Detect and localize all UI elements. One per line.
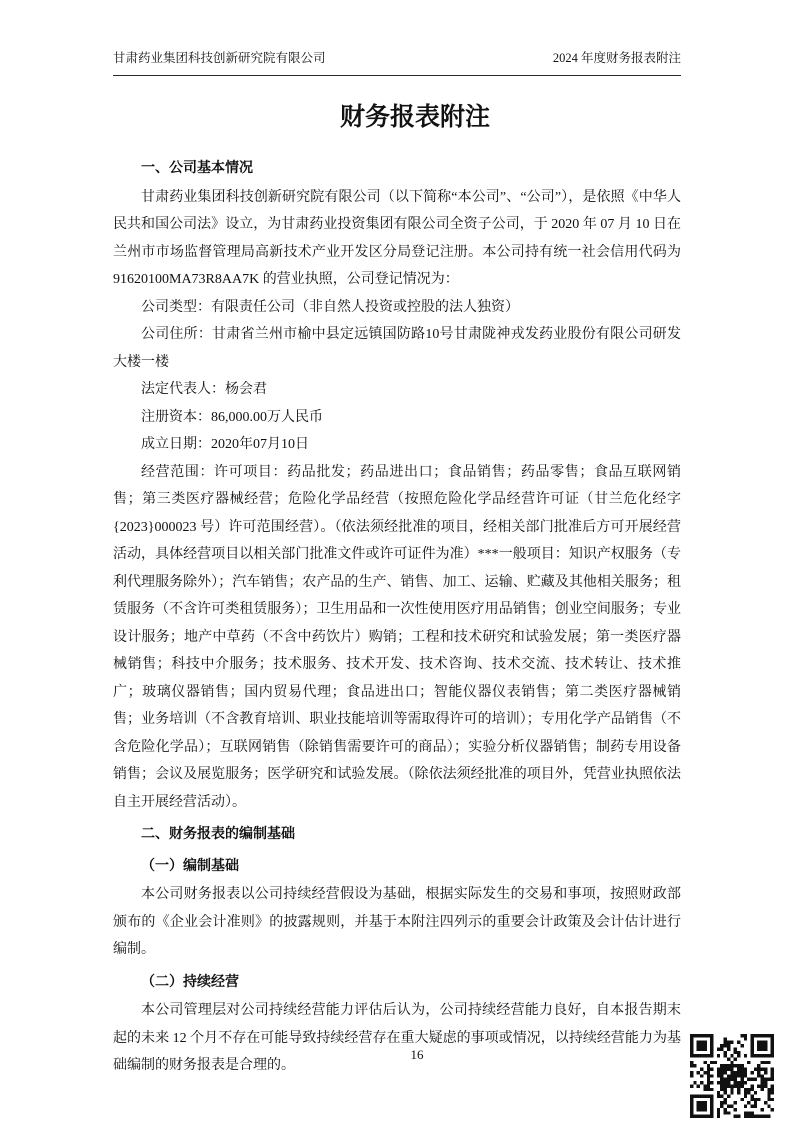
paragraph-going-concern: 本公司管理层对公司持续经营能力评估后认为，公司持续经营能力良好，自本报告期末起的未来 12 个月不存在可能导致持续经营存在重大疑虑的事项或情况，以持续经营能力为基础编制的财务报表是合理的。: [113, 1003, 681, 1073]
paragraph-company-address: 公司住所：甘肃省兰州市榆中县定远镇国防路10号甘肃陇神戎发药业股份有限公司研发大楼一楼: [113, 327, 681, 370]
header-report-title: 2024 年度财务报表附注: [552, 51, 681, 65]
paragraph-company-type: 公司类型：有限责任公司（非自然人投资或控股的法人独资）: [141, 299, 519, 315]
qr-code: [690, 1034, 774, 1118]
page-number: 16: [410, 1047, 424, 1062]
subsection-heading-basis: （一）编制基础: [141, 856, 239, 873]
document-title: 财务报表附注: [339, 104, 490, 131]
header-company-name: 甘肃药业集团科技创新研究院有限公司: [113, 51, 326, 65]
subsection-heading-going-concern: （二）持续经营: [141, 972, 239, 989]
section-heading-preparation-basis: 二、财务报表的编制基础: [141, 825, 295, 841]
paragraph-business-scope: 经营范围：许可项目：药品批发；药品进出口；食品销售；药品零售；食品互联网销售；第三类医疗器械经营；危险化学品经营（按照危险化学品经营许可证（甘兰危化经字{2023}000023 号）许可范围经营）。（依法须经批准的项目，经相关部门批准后方可开展经营活动，具体经营项目以相关部门批准文件或许可证件为准）***一般项目：知识产权服务（专利代理服务除外）；汽车销售；农产品的生产、销售、加工、运输、贮藏及其他相关服务；租赁服务（不含许可类租赁服务）；卫生用品和一次性使用医疗用品销售；创业空间服务；专业设计服务；地产中草药（不含中药饮片）购销；工程和技术研究和试验发展；第一类医疗器械销售；科技中介服务；技术服务、技术开发、技术咨询、技术交流、技术转让、技术推广；玻璃仪器销售；国内贸易代理；食品进出口；智能仪器仪表销售；第二类医疗器械销售；业务培训（不含教育培训、职业技能培训等需取得许可的培训）；专用化学产品销售（不含危险化学品）；互联网销售（除销售需要许可的商品）；实验分析仪器销售；制药专用设备销售；会议及展览服务；医学研究和试验发展。（除依法须经批准的项目外，凭营业执照依法自主开展经营活动）。: [113, 464, 681, 810]
paragraph-legal-representative: 法定代表人：杨会君: [141, 382, 267, 397]
page-header: [113, 50, 681, 76]
paragraph-basis: 本公司财务报表以公司持续经营假设为基础，根据实际发生的交易和事项，按照财政部颁布的《企业会计准则》的披露规则，并基于本附注四列示的重要会计政策及会计估计进行编制。: [113, 887, 681, 957]
page-footer: [0, 1046, 794, 1064]
document-body: [113, 150, 681, 1080]
section-heading-company-basics: 一、公司基本情况: [141, 159, 253, 175]
paragraph-company-intro: 甘肃药业集团科技创新研究院有限公司（以下简称“本公司”、“公司”），是依照《中华人民共和国公司法》设立，为甘肃药业投资集团有限公司全资子公司，于 2020 年 07 月 10 日在兰州市市场监督管理局高新技术产业开发区分局登记注册。本公司持有统一社会信用代码为 91620100MA73R8AA7K 的营业执照，公司登记情况为：: [113, 189, 681, 287]
paragraph-registered-capital: 注册资本：86,000.00万人民币: [141, 409, 323, 425]
paragraph-establish-date: 成立日期：2020年07月10日: [141, 437, 309, 452]
